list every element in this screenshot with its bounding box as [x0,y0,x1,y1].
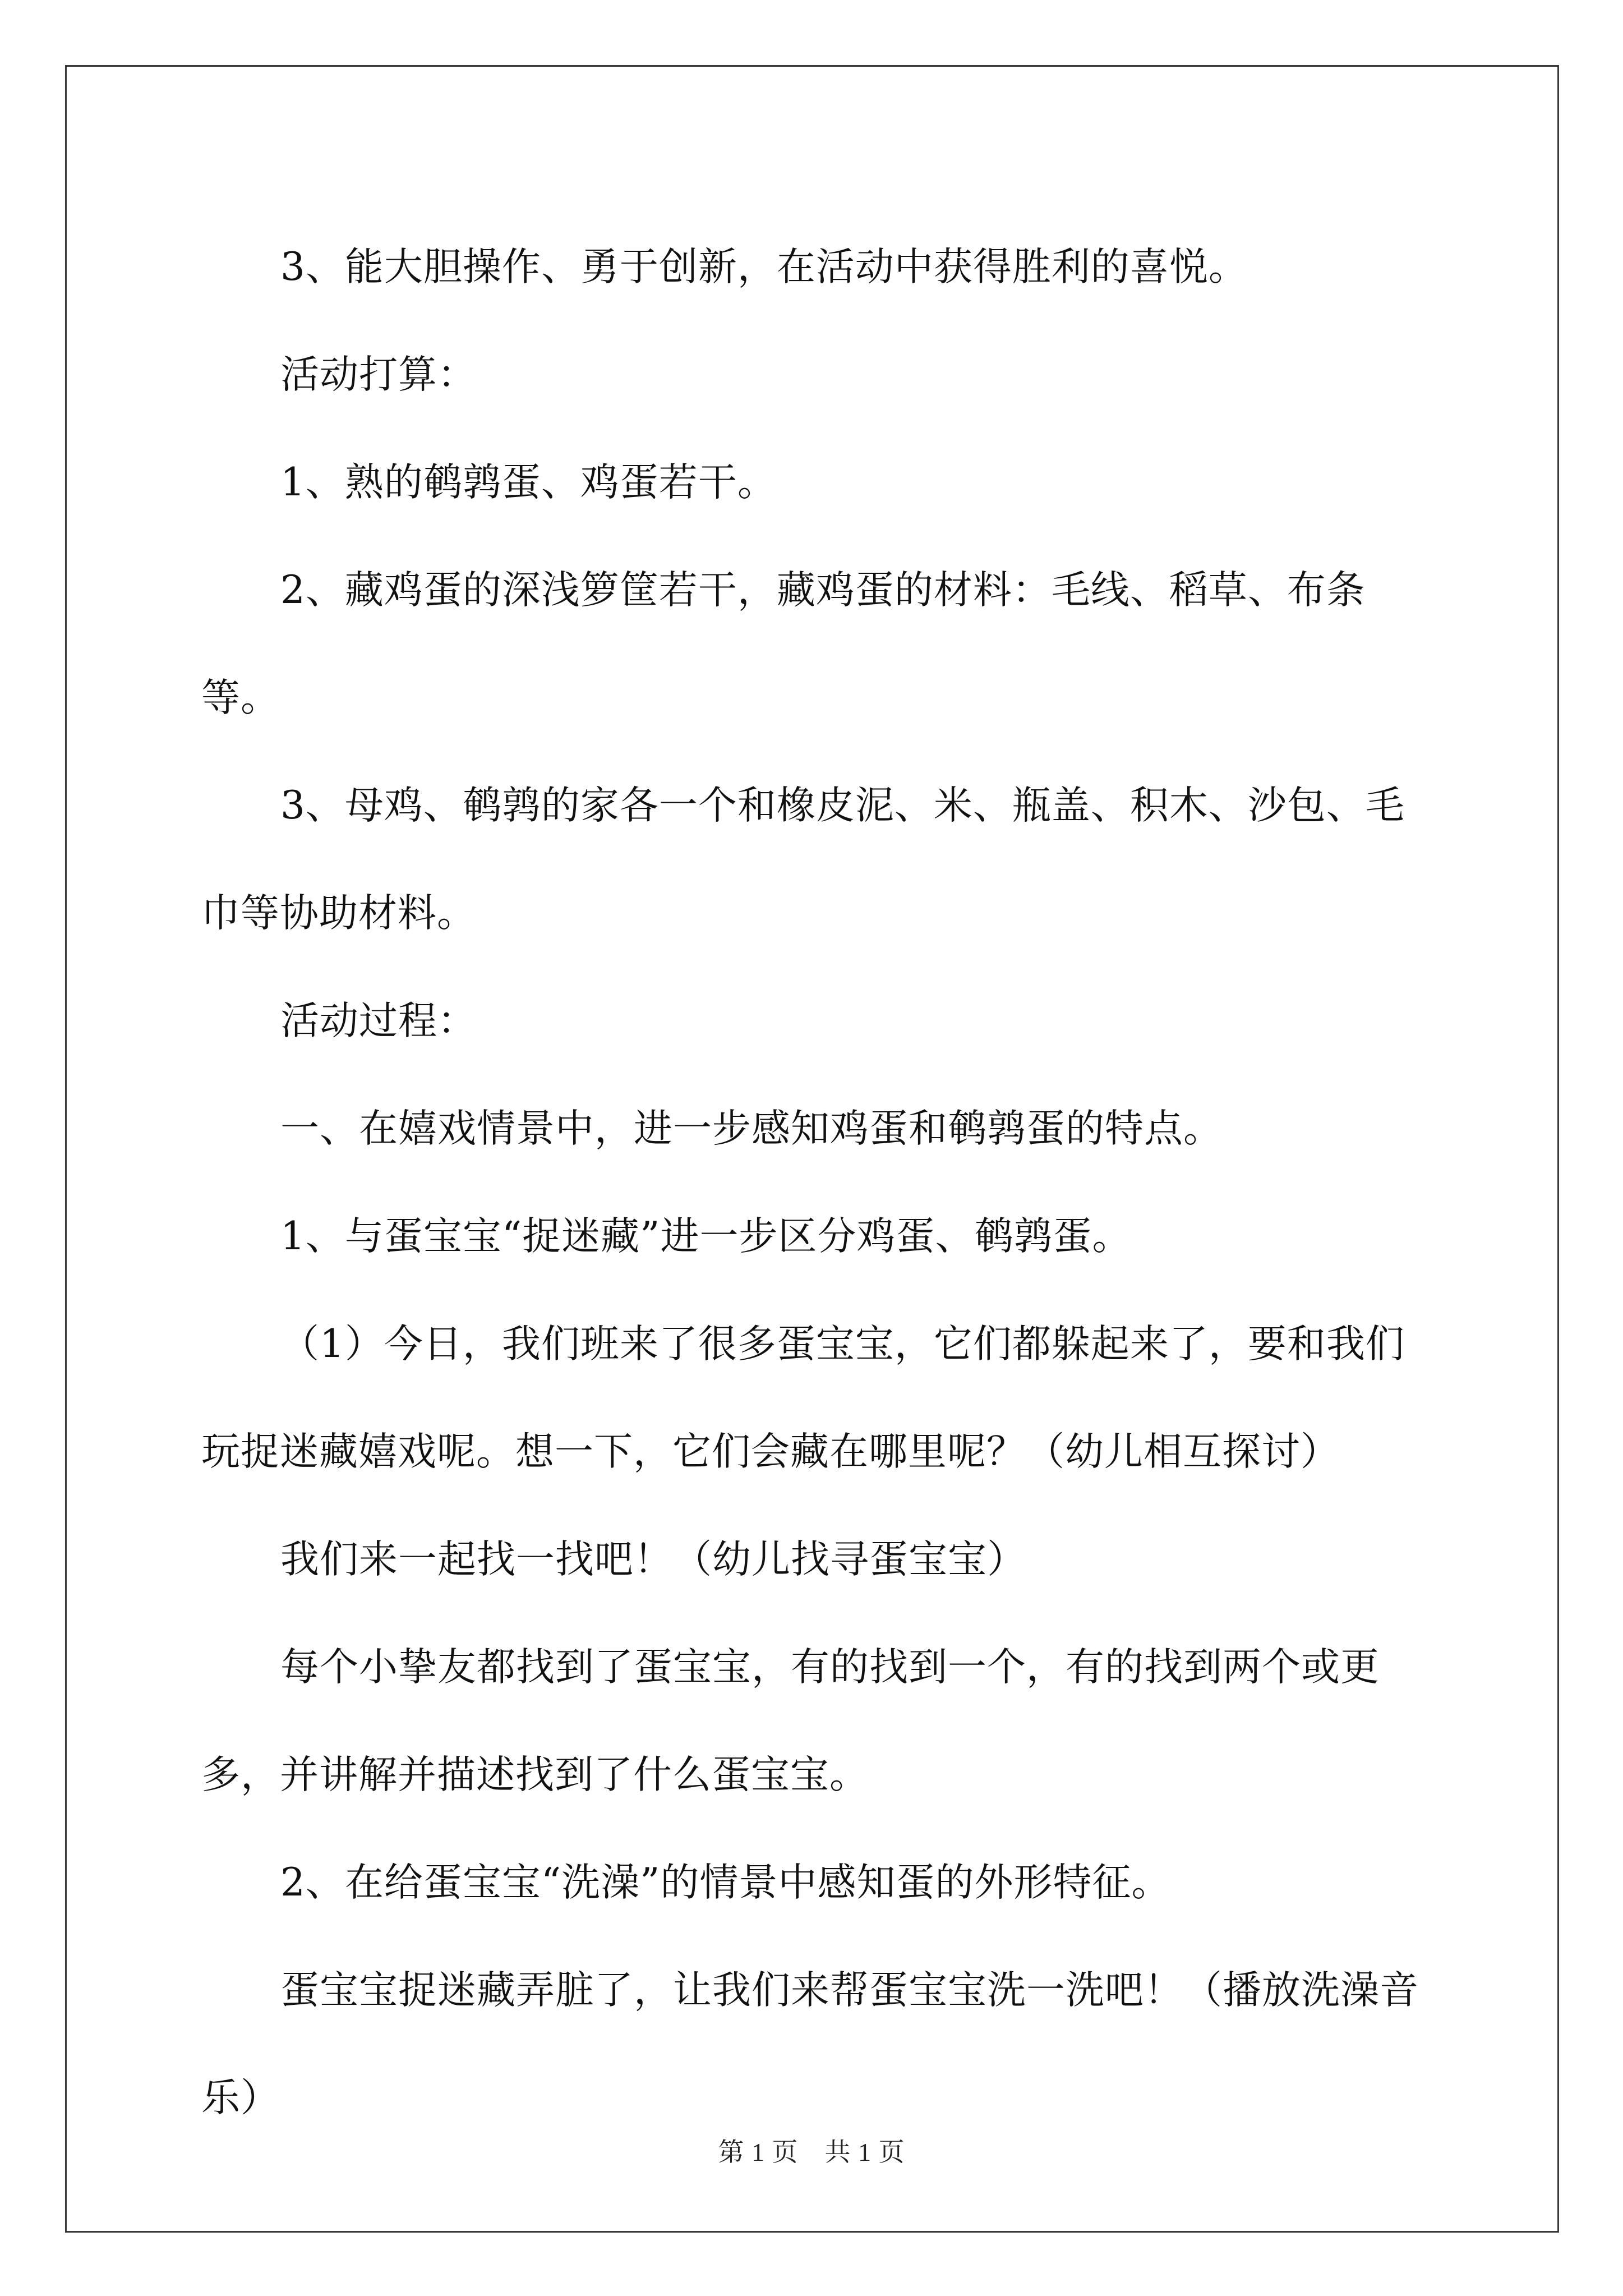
paragraph: 每个小挚友都找到了蛋宝宝，有的找到一个，有的找到两个或更多，并讲解并描述找到了什么蛋宝宝。 [201,1645,1380,1797]
paragraph: 2、在给蛋宝宝“洗澡”的情景中感知蛋的外形特征。 [280,1860,1171,1905]
paragraph: 3、母鸡、鹌鹑的家各一个和橡皮泥、米、瓶盖、积木、沙包、毛巾等协助材料。 [201,783,1405,936]
paragraph: 3、能大胆操作、勇于创新，在活动中获得胜利的喜悦。 [280,245,1248,289]
paragraph: 蛋宝宝捉迷藏弄脏了，让我们来帮蛋宝宝洗一洗吧！（播放洗澡音乐） [201,1968,1419,2120]
paragraph: （1）今日，我们班来了很多蛋宝宝，它们都躲起来了，要和我们玩捉迷藏嬉戏呢。想一下，它们会藏在哪里呢？（幼儿相互探讨） [201,1322,1405,1474]
paragraph: 一、在嬉戏情景中，进一步感知鸡蛋和鹌鹑蛋的特点。 [280,1106,1223,1151]
paragraph: 1、与蛋宝宝“捉迷藏”进一步区分鸡蛋、鹌鹑蛋。 [280,1214,1132,1259]
paragraph: 1、熟的鹌鹑蛋、鸡蛋若干。 [280,460,777,505]
page-footer: 第 1 页 共 1 页 [718,2138,905,2166]
paragraph: 2、藏鸡蛋的深浅箩筐若干，藏鸡蛋的材料：毛线、稻草、布条等。 [201,568,1366,720]
paragraph: 我们来一起找一找吧！（幼儿找寻蛋宝宝） [280,1537,1026,1582]
document-body [201,213,1430,2152]
paragraph: 活动过程： [280,999,477,1043]
paragraph: 活动打算： [280,352,477,397]
